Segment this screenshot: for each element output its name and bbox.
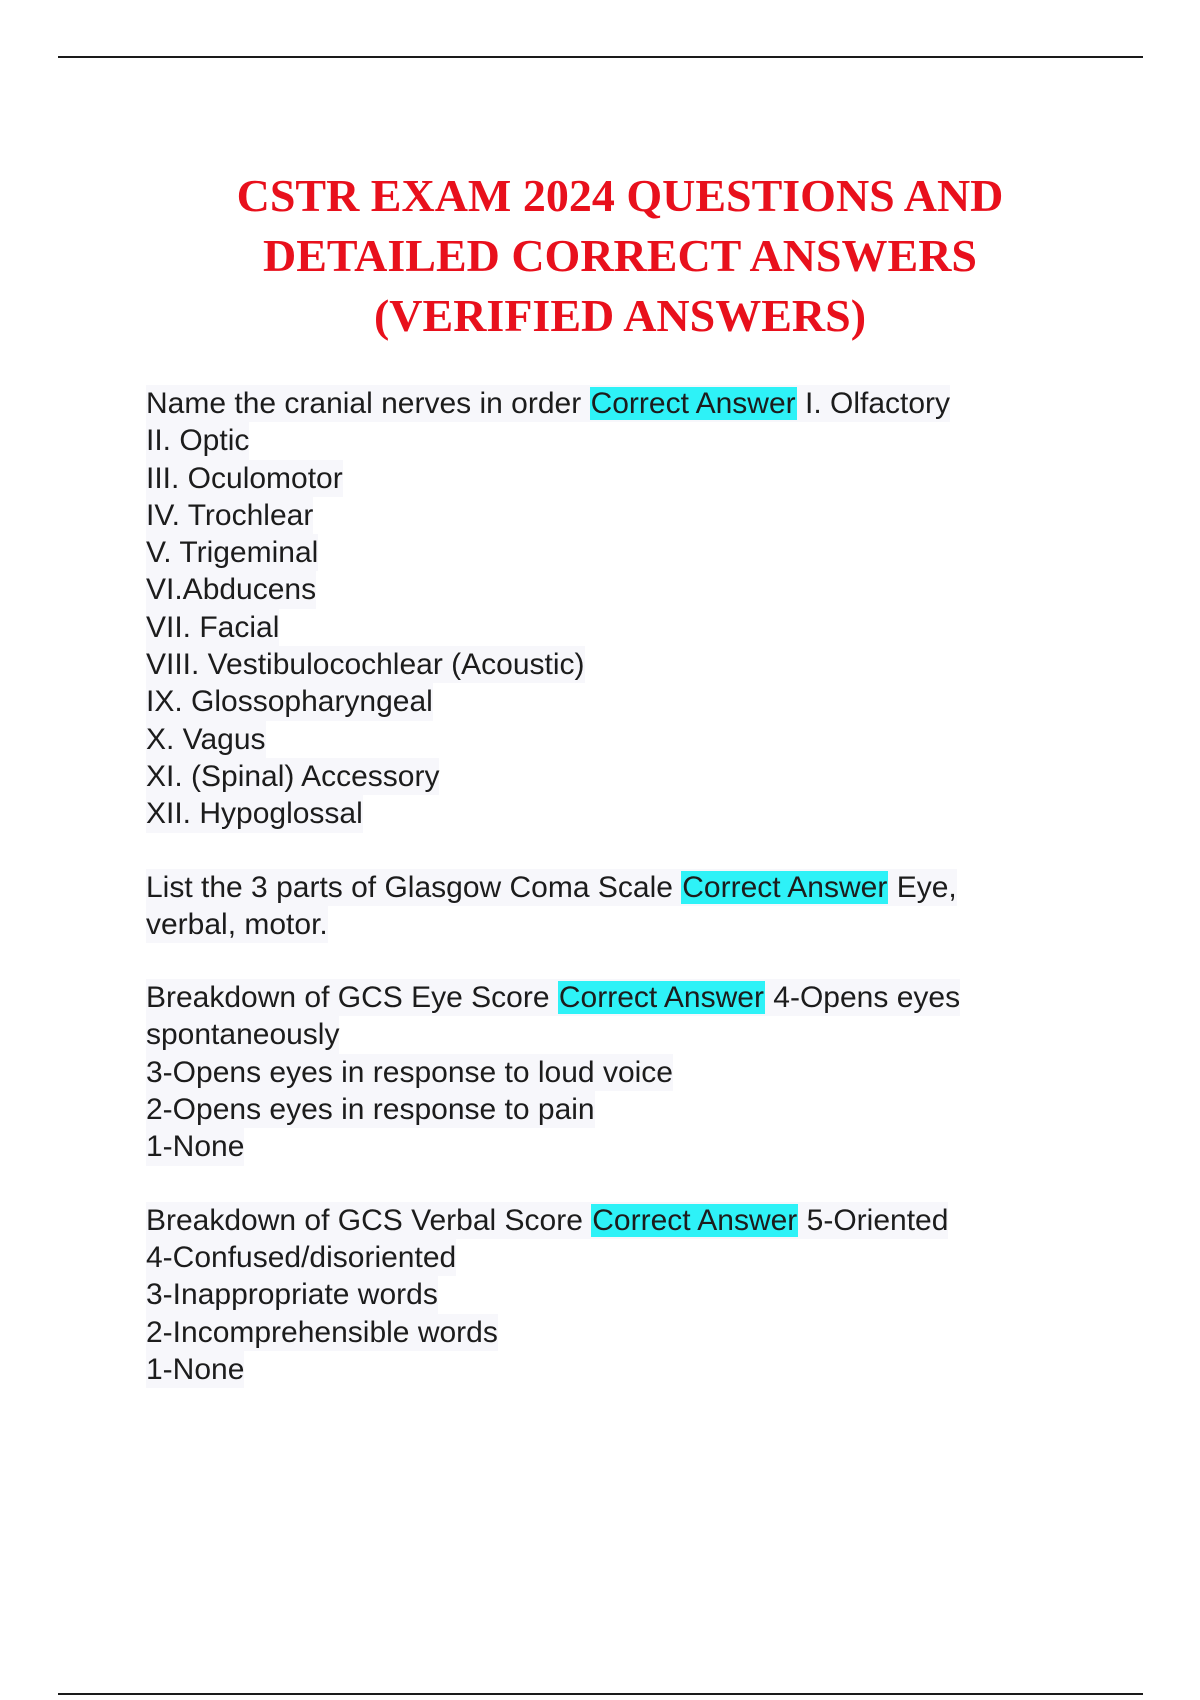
qa-first-line (146, 869, 957, 906)
answer-line: verbal, motor. (146, 906, 328, 943)
answer-line: III. Oculomotor (146, 460, 343, 497)
correct-answer-tag: Correct Answer (558, 981, 764, 1015)
answer-text: Eye, (896, 870, 957, 904)
answer-line: 1-None (146, 1351, 244, 1388)
qa-first-line (146, 1202, 948, 1239)
answer-line: 3-Inappropriate words (146, 1276, 438, 1313)
answer-line: XII. Hypoglossal (146, 795, 363, 832)
qa-item-gcs-verbal (146, 1202, 1146, 1388)
question-text: Name the cranial nerves in order (146, 387, 582, 420)
answer-line: VII. Facial (146, 609, 279, 646)
answer-line: spontaneously (146, 1016, 339, 1053)
answer-line: XI. (Spinal) Accessory (146, 758, 439, 795)
answer-line: V. Trigeminal (146, 534, 318, 571)
qa-item-gcs-eye (146, 979, 1146, 1165)
qa-first-line (146, 385, 950, 422)
answer-line: 1-None (146, 1128, 244, 1165)
answer-line: IV. Trochlear (146, 497, 313, 534)
answer-line: 4-Confused/disoriented (146, 1239, 456, 1276)
answer-line: IX. Glossopharyngeal (146, 683, 433, 720)
answer-line: 2-Opens eyes in response to pain (146, 1091, 595, 1128)
answer-line: II. Optic (146, 422, 249, 459)
answer-line: VIII. Vestibulocochlear (Acoustic) (146, 646, 585, 683)
question-text: List the 3 parts of Glasgow Coma Scale (146, 870, 673, 904)
correct-answer-tag: Correct Answer (592, 1203, 798, 1237)
title-line-1: CSTR EXAM 2024 QUESTIONS AND (236, 170, 1004, 221)
question-text: Breakdown of GCS Eye Score (146, 981, 550, 1015)
title-line-2: DETAILED CORRECT ANSWERS (262, 230, 978, 281)
qa-list (146, 385, 1146, 1424)
qa-first-line (146, 979, 960, 1016)
bottom-rule (58, 1693, 1143, 1695)
question-text: Breakdown of GCS Verbal Score (146, 1203, 583, 1237)
title-line-3: (VERIFIED ANSWERS) (373, 290, 867, 341)
answer-text: 4-Opens eyes (773, 981, 961, 1015)
answer-text: I. Olfactory (804, 387, 951, 420)
answer-line: VI.Abducens (146, 571, 316, 608)
top-rule (58, 56, 1143, 58)
answer-line: 3-Opens eyes in response to loud voice (146, 1054, 673, 1091)
document-title (100, 166, 1140, 346)
qa-item-cranial-nerves (146, 385, 1146, 833)
correct-answer-tag: Correct Answer (590, 387, 796, 420)
answer-line: 2-Incomprehensible words (146, 1314, 498, 1351)
answer-text: 5-Oriented (806, 1203, 949, 1237)
answer-line: X. Vagus (146, 721, 266, 758)
qa-item-glasgow-parts (146, 869, 1146, 944)
correct-answer-tag: Correct Answer (682, 870, 888, 904)
